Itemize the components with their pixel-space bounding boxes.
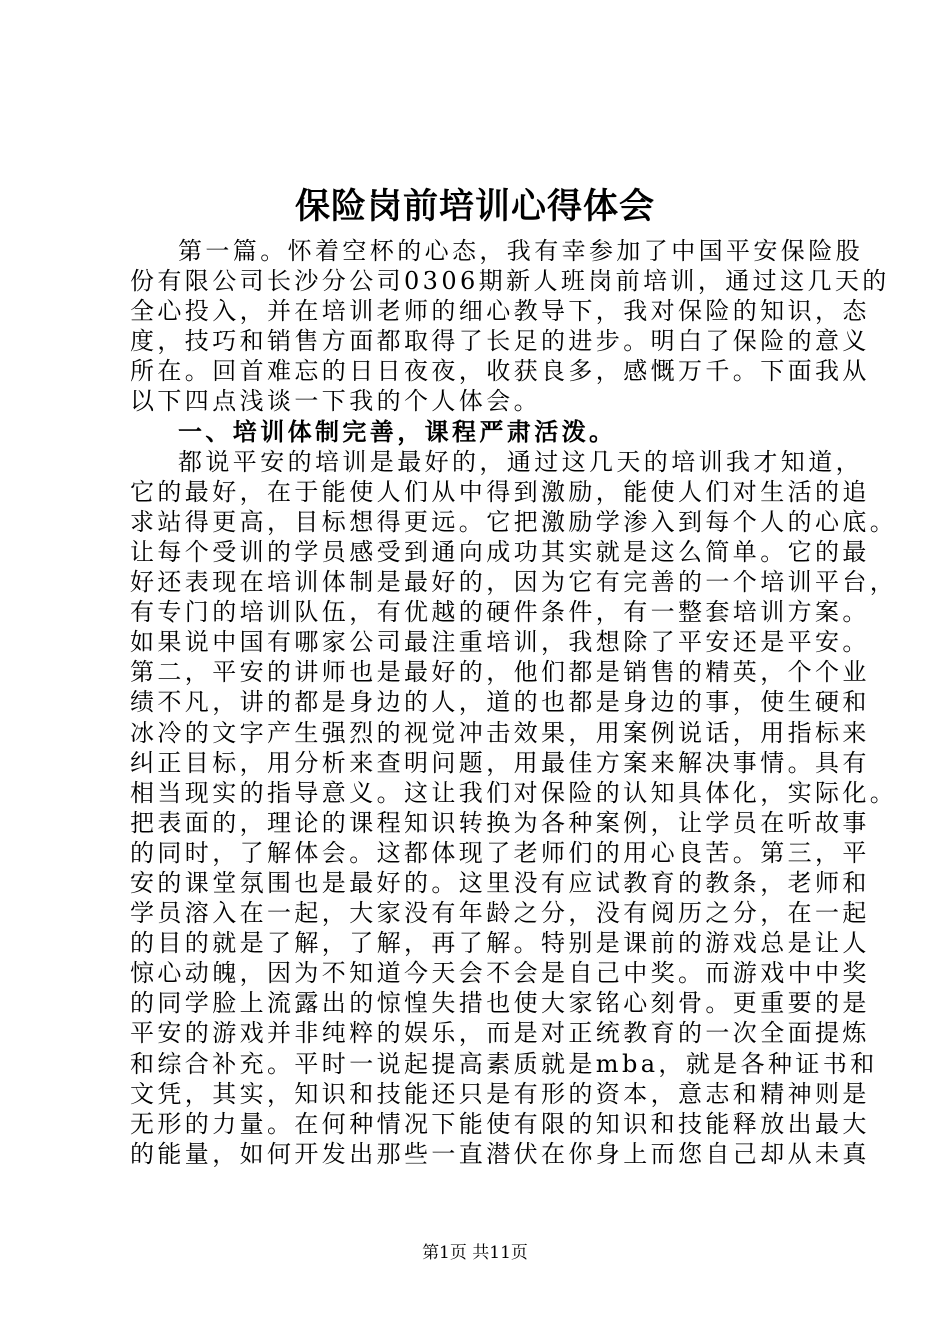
paragraph-line: 所在。回首难忘的日日夜夜，收获良多，感慨万千。下面我从 — [130, 357, 870, 386]
paragraph-line: 绩不凡，讲的都是身边的人，道的也都是身边的事，使生硬和 — [130, 688, 870, 717]
paragraph-line: 份有限公司长沙分公司0306期新人班岗前培训，通过这几天的 — [130, 267, 890, 296]
paragraph-line: 安的课堂氛围也是最好的。这里没有应试教育的教条，老师和 — [130, 868, 870, 897]
page-number-footer: 第1页 共11页 — [422, 1243, 528, 1263]
paragraph-line: 的目的就是了解，了解，再了解。特别是课前的游戏总是让人 — [130, 929, 870, 958]
paragraph-line: 都说平安的培训是最好的，通过这几天的培训我才知道， — [178, 447, 863, 476]
section-heading: 一、培训体制完善，课程严肃活泼。 — [178, 416, 617, 446]
paragraph-line: 以下四点浅谈一下我的个人体会。 — [130, 387, 541, 416]
paragraph-line: 的能量，如何开发出那些一直潜伏在你身上而您自己却从未真 — [130, 1139, 870, 1168]
document-body — [130, 236, 898, 1169]
paragraph-line: 相当现实的指导意义。这让我们对保险的认知具体化，实际化。 — [130, 778, 898, 807]
paragraph-line: 平安的游戏并非纯粹的娱乐，而是对正统教育的一次全面提炼 — [130, 1019, 870, 1048]
paragraph-line: 的同学脸上流露出的惊惶失措也使大家铭心刻骨。更重要的是 — [130, 989, 870, 1018]
page-title: 保险岗前培训心得体会 — [294, 186, 655, 227]
paragraph-line: 冰冷的文字产生强烈的视觉冲击效果，用案例说话，用指标来 — [130, 718, 870, 747]
paragraph-line: 第二，平安的讲师也是最好的，他们都是销售的精英，个个业 — [130, 658, 870, 687]
paragraph-line: 度，技巧和销售方面都取得了长足的进步。明白了保险的意义 — [130, 327, 870, 356]
paragraph-line: 好还表现在培训体制是最好的，因为它有完善的一个培训平台， — [130, 568, 898, 597]
paragraph-line: 全心投入，并在培训老师的细心教导下，我对保险的知识，态 — [130, 297, 870, 326]
paragraph-line: 让每个受训的学员感受到通向成功其实就是这么简单。它的最 — [130, 537, 870, 566]
paragraph-line: 求站得更高，目标想得更远。它把激励学渗入到每个人的心底。 — [130, 507, 898, 536]
paragraph-line: 学员溶入在一起，大家没有年龄之分，没有阅历之分，在一起 — [130, 899, 870, 928]
paragraph-line: 纠正目标，用分析来查明问题，用最佳方案来解决事情。具有 — [130, 748, 870, 777]
paragraph-line: 如果说中国有哪家公司最注重培训，我想除了平安还是平安。 — [130, 628, 870, 657]
paragraph-line: 有专门的培训队伍，有优越的硬件条件，有一整套培训方案。 — [130, 598, 870, 627]
paragraph-line: 它的最好，在于能使人们从中得到激励，能使人们对生活的追 — [130, 477, 870, 506]
paragraph-line: 惊心动魄，因为不知道今天会不会是自己中奖。而游戏中中奖 — [130, 959, 870, 988]
paragraph-line: 无形的力量。在何种情况下能使有限的知识和技能释放出最大 — [130, 1109, 870, 1138]
paragraph-line: 和综合补充。平时一说起提高素质就是mba，就是各种证书和 — [130, 1049, 878, 1078]
paragraph-line: 把表面的，理论的课程知识转换为各种案例，让学员在听故事 — [130, 808, 870, 837]
paragraph-line: 的同时，了解体会。这都体现了老师们的用心良苦。第三，平 — [130, 838, 870, 867]
paragraph-line: 第一篇。怀着空杯的心态，我有幸参加了中国平安保险股 — [178, 237, 863, 265]
paragraph-line: 文凭，其实，知识和技能还只是有形的资本，意志和精神则是 — [130, 1079, 870, 1108]
